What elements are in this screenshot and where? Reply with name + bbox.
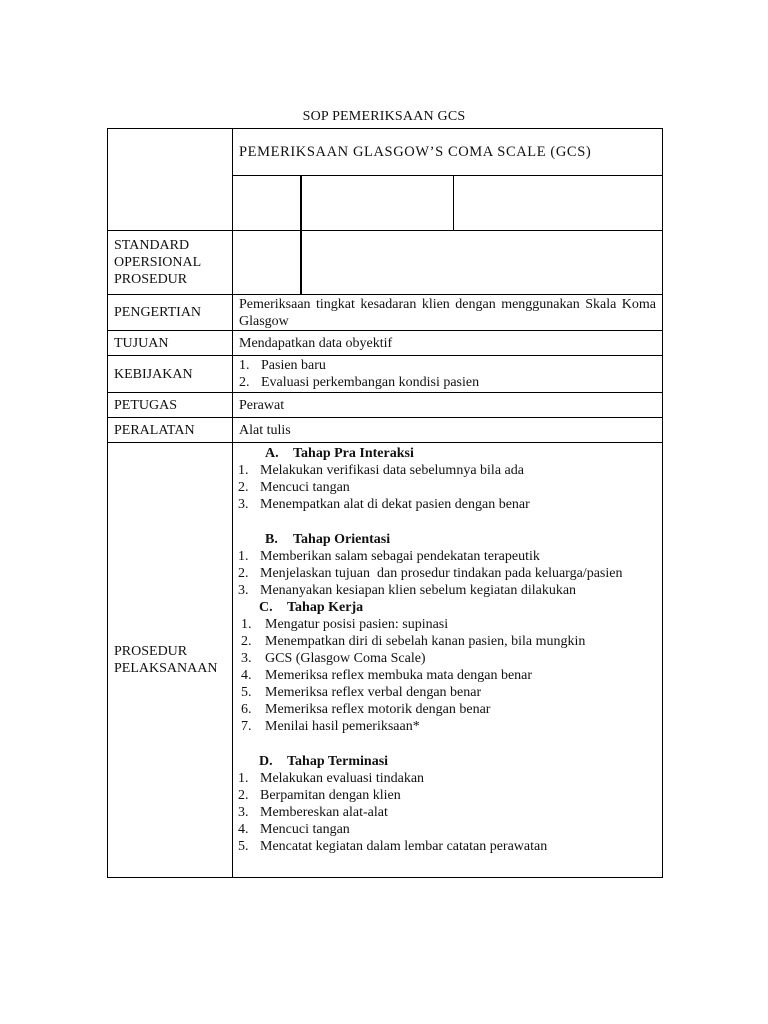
prosedur-steps: [233, 443, 663, 878]
list-item-text: Memeriksa reflex membuka mata dengan benar: [265, 668, 533, 683]
header-info-grid: [233, 176, 662, 230]
section-heading: [238, 445, 657, 462]
list-item-text: Menanyakan kesiapan klien sebelum kegiatan dilakukan: [260, 583, 577, 598]
list-item: 1. Melakukan verifikasi data sebelumnya bila ada: [238, 463, 524, 478]
list-item: 6. Memeriksa reflex motorik dengan benar: [241, 702, 491, 717]
peralatan-text: Alat tulis: [233, 418, 663, 443]
prosedur-label-line: PELAKSANAAN: [114, 661, 218, 676]
tujuan-label: TUJUAN: [108, 331, 233, 356]
sop-info-cell: [233, 231, 301, 294]
kebijakan-list-cell: [233, 356, 663, 393]
list-item-text: Memberikan salam sebagai pendekatan terapeutik: [260, 549, 540, 564]
section-letter: D.: [259, 754, 273, 769]
list-item-text: Memeriksa reflex verbal dengan benar: [265, 685, 482, 700]
sop-label: [108, 231, 233, 295]
list-item-text: Mencuci tangan: [260, 822, 350, 837]
list-item: 1. Pasien baru: [239, 358, 326, 373]
sop-info-cell: [301, 231, 662, 294]
section-heading: [238, 599, 657, 616]
list-item-text: GCS (Glasgow Coma Scale): [265, 651, 426, 666]
document-title: SOP PEMERIKSAAN GCS: [302, 109, 466, 124]
sop-label-line: OPERSIONAL: [114, 255, 202, 270]
header-info-cell: [301, 176, 453, 230]
petugas-text: Perawat: [233, 393, 663, 418]
section-list: [238, 462, 657, 513]
petugas-label: PETUGAS: [108, 393, 233, 418]
prosedur-label-line: PROSEDUR: [114, 644, 188, 659]
list-item: 3. Membereskan alat-alat: [238, 805, 388, 820]
list-item-text: Memeriksa reflex motorik dengan benar: [265, 702, 491, 717]
list-item-text: Mencuci tangan: [260, 480, 350, 495]
list-item: 4. Memeriksa reflex membuka mata dengan benar: [241, 668, 533, 683]
section-heading: [238, 753, 657, 770]
sop-info-row: [233, 231, 663, 295]
peralatan-label: PERALATAN: [108, 418, 233, 443]
section-title: Tahap Kerja: [287, 600, 364, 615]
list-item-text: Evaluasi perkembangan kondisi pasien: [261, 375, 480, 390]
section-letter: A.: [265, 446, 279, 461]
pengertian-text: Pemeriksaan tingkat kesadaran klien dengan menggunakan Skala Koma Glasgow: [233, 295, 663, 331]
tujuan-text: Mendapatkan data obyektif: [233, 331, 663, 356]
section-title: Tahap Orientasi: [293, 532, 391, 547]
list-item-text: Menempatkan alat di dekat pasien dengan benar: [260, 497, 530, 512]
section-list: [238, 616, 657, 735]
list-item: 3. GCS (Glasgow Coma Scale): [241, 651, 426, 666]
list-item: 2. Evaluasi perkembangan kondisi pasien: [239, 375, 480, 390]
section-title: Tahap Pra Interaksi: [293, 446, 414, 461]
pengertian-label: PENGERTIAN: [108, 295, 233, 331]
sop-table: [107, 128, 663, 878]
list-item: 3. Menempatkan alat di dekat pasien dengan benar: [238, 497, 530, 512]
section-letter: B.: [265, 532, 278, 547]
list-item-text: Membereskan alat-alat: [260, 805, 388, 820]
list-item: 2. Menjelaskan tujuan dan prosedur tindakan pada keluarga/pasien: [238, 566, 623, 581]
prosedur-label: [108, 443, 233, 878]
list-item-text: Melakukan evaluasi tindakan: [260, 771, 425, 786]
section-heading: [238, 531, 657, 548]
kebijakan-label: KEBIJAKAN: [108, 356, 233, 393]
sop-label-line: STANDARD: [114, 238, 190, 253]
list-item: 1. Memberikan salam sebagai pendekatan terapeutik: [238, 549, 540, 564]
list-item-text: Menilai hasil pemeriksaan*: [265, 719, 420, 734]
list-item-text: Menempatkan diri di sebelah kanan pasien, bila mungkin: [265, 634, 586, 649]
list-item: 5. Mencatat kegiatan dalam lembar catatan perawatan: [238, 839, 548, 854]
list-item: 1. Melakukan evaluasi tindakan: [238, 771, 425, 786]
list-item-text: Mencatat kegiatan dalam lembar catatan perawatan: [260, 839, 548, 854]
list-item: 4. Mencuci tangan: [238, 822, 350, 837]
header-info-row: [233, 176, 663, 231]
list-item: 5. Memeriksa reflex verbal dengan benar: [241, 685, 482, 700]
header-info-cell: [453, 176, 662, 230]
sop-label-line: PROSEDUR: [114, 272, 188, 287]
section-list: [238, 770, 657, 855]
section-title: Tahap Terminasi: [287, 754, 389, 769]
sop-info-grid: [233, 231, 662, 294]
list-item-text: Menjelaskan tujuan dan prosedur tindakan pada keluarga/pasien: [260, 566, 623, 581]
list-item-text: Pasien baru: [261, 358, 326, 373]
section-list: [238, 548, 657, 599]
list-item: 3. Menanyakan kesiapan klien sebelum kegiatan dilakukan: [238, 583, 577, 598]
list-item-text: Mengatur posisi pasien: supinasi: [265, 617, 449, 632]
list-item: 2. Mencuci tangan: [238, 480, 350, 495]
list-item: 1. Mengatur posisi pasien: supinasi: [241, 617, 449, 632]
kebijakan-list: [239, 357, 656, 391]
list-item: 7. Menilai hasil pemeriksaan*: [241, 719, 420, 734]
logo-cell: [108, 129, 233, 231]
header-info-cell: [233, 176, 301, 230]
list-item-text: Melakukan verifikasi data sebelumnya bila ada: [260, 463, 524, 478]
section-letter: C.: [259, 600, 273, 615]
list-item: 2. Berpamitan dengan klien: [238, 788, 401, 803]
list-item: 2. Menempatkan diri di sebelah kanan pasien, bila mungkin: [241, 634, 586, 649]
header-title: PEMERIKSAAN GLASGOW’S COMA SCALE (GCS): [233, 129, 663, 176]
list-item-text: Berpamitan dengan klien: [260, 788, 401, 803]
